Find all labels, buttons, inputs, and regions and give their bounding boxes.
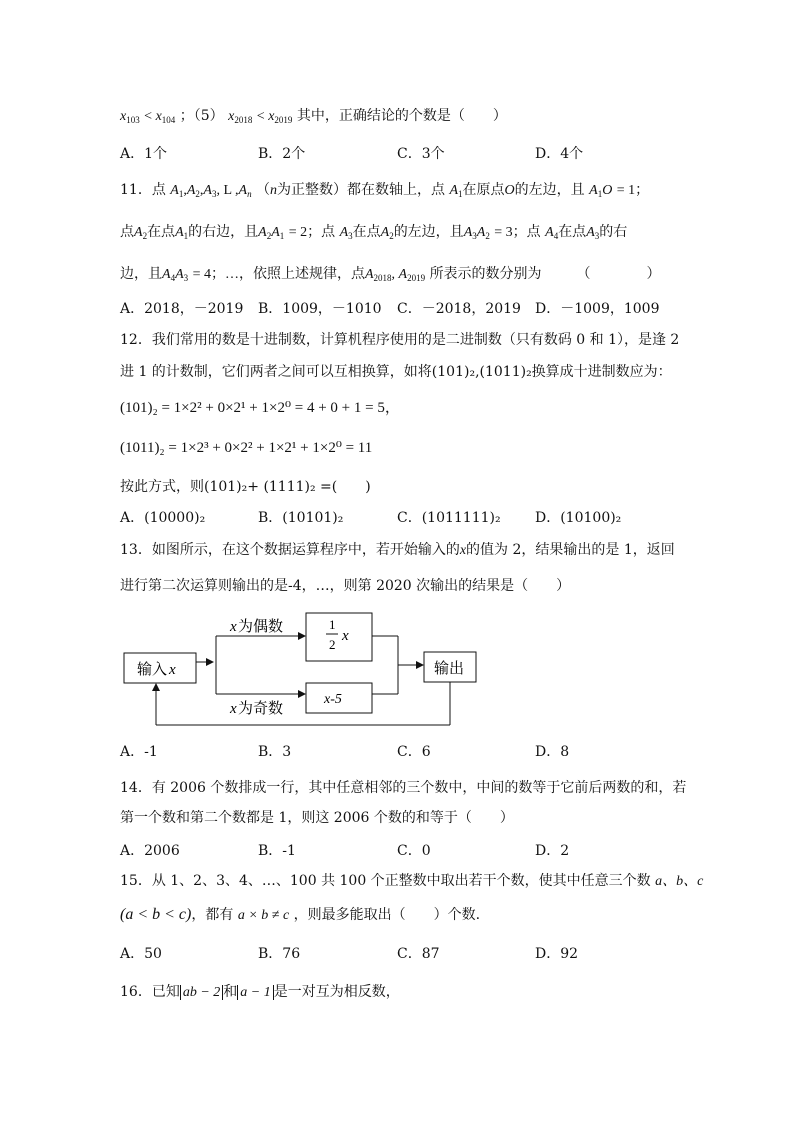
q16-abs-1: ab − 2 xyxy=(180,985,223,1000)
q10-x2018-sub: 2018 xyxy=(234,115,253,125)
q11-l2-c: 的右边，且 xyxy=(188,224,259,240)
q14-option-a[interactable]: A．2006 xyxy=(120,843,180,859)
q11-l2-f: 的左边，且 xyxy=(393,224,464,240)
odd-label: 为奇数 xyxy=(238,699,284,717)
q12-option-b[interactable]: B．(10101)₂ xyxy=(258,510,344,526)
half-denominator: 2 xyxy=(329,637,336,652)
q16-text-a: 16．已知 xyxy=(120,984,180,1000)
q11-option-b[interactable]: B．1009，－1010 xyxy=(258,301,382,317)
q12-equation-2: (1011)₂ = 1×2³ + 0×2² + 1×2¹ + 1×2⁰ = 11 xyxy=(120,440,373,456)
even-var: x xyxy=(230,619,237,635)
q11-text-c: 为正整数）都在数轴上，点 xyxy=(277,182,446,198)
q10-option-b[interactable]: B．2个 xyxy=(258,146,306,162)
q10-x2019: x xyxy=(268,109,275,124)
q15-vars: a、b、c xyxy=(655,874,704,889)
q10-option-c[interactable]: C．3个 xyxy=(397,146,445,162)
output-label: 输出 xyxy=(434,659,465,677)
q11-text-f: = 1； xyxy=(616,183,650,198)
q15-option-d[interactable]: D．92 xyxy=(535,946,579,962)
even-label: 为偶数 xyxy=(238,617,284,635)
q15-option-a[interactable]: A．50 xyxy=(120,946,162,962)
q11-option-a[interactable]: A．2018，－2019 xyxy=(120,301,244,317)
q10-tail-line: $x_{103} < x_{104}$ ；（5） $x_{2018} < x_{2019}$ 其中，正确结论的个数是（ ） xyxy=(120,108,507,125)
q11-text-e: 的左边，且 xyxy=(514,182,585,198)
q15-expr: a × b ≠ c xyxy=(237,908,290,923)
q11-l2-a: 点 xyxy=(120,224,134,240)
q14-option-b[interactable]: B．-1 xyxy=(258,843,296,859)
q14-option-d[interactable]: D．2 xyxy=(535,843,570,859)
q10-question-end: 其中，正确结论的个数是（ ） xyxy=(296,108,507,124)
odd-var: x xyxy=(230,701,237,717)
q12-line-1: 12．我们常用的数是十进制数，计算机程序使用的是二进制数（只有数码 0 和 1），是逢 2 xyxy=(120,332,680,348)
q13-option-a[interactable]: A．-1 xyxy=(120,744,158,760)
q11-line-2: 点$A_2$在点$A_1$的右边，且$A_2A_1 = 2$；点 $A_3$在点$A_2$的左边，且$A_3A_2 = 3$；点 $A_4$在点$A_3$的右 xyxy=(120,224,628,241)
q10-x2019-sub: 2019 xyxy=(274,115,293,125)
q16-abs-2: a − 1 xyxy=(237,985,273,1000)
q11-l2-h: 在点 xyxy=(558,224,587,240)
q16-line-1 xyxy=(120,982,400,1003)
q11-line-1: 11．点 $A_1,A_2,A_3$, L $,A_n$ （n为正整数）都在数轴上，点 $A_1$在原点O的左边，且 $A_1O = 1$； xyxy=(120,182,650,199)
q16-text-c: 是一对互为相反数， xyxy=(273,984,400,1000)
q13-var-x: x xyxy=(459,543,467,558)
q15-text-c: ，则最多能取出（ ）个数. xyxy=(293,907,481,923)
q13-option-b[interactable]: B．3 xyxy=(258,744,292,760)
q12-option-d[interactable]: D．(10100)₂ xyxy=(535,510,622,526)
q11-l2-e: 在点 xyxy=(352,224,381,240)
q11-var-o: O xyxy=(504,183,515,198)
half-var: x xyxy=(342,628,349,644)
minus-expr: x-5 xyxy=(324,692,342,707)
q10-x104: x xyxy=(155,109,162,124)
q13-option-c[interactable]: C．6 xyxy=(397,744,431,760)
q15-option-c[interactable]: C．87 xyxy=(397,946,440,962)
q12-question: 按此方式，则(101)₂+ (1111)₂ =( ) xyxy=(120,479,371,495)
q10-x2018: x xyxy=(228,109,235,124)
q15-text-a: 15．从 1、2、3、4、…、100 共 100 个正整数中取出若干个数，使其中任意三个数 xyxy=(120,873,651,889)
q13-line-1 xyxy=(120,540,675,561)
q11-l3-b: = 4；…，依照上述规律，点 xyxy=(192,267,365,282)
q11-l3-a: 边，且 xyxy=(120,266,162,282)
q11-option-d[interactable]: D．－1009，1009 xyxy=(535,301,660,317)
q10-x103-sub: 103 xyxy=(126,115,140,125)
q11-l2-d: = 2；点 xyxy=(288,225,336,240)
q15-line-1 xyxy=(120,871,703,892)
q13-option-d[interactable]: D．8 xyxy=(535,744,570,760)
q11-var-n: n xyxy=(270,183,278,198)
q16-text-b: 和 xyxy=(223,984,238,1000)
q13-line-2: 进行第二次运算则输出的是-4，…，则第 2020 次输出的结果是（ ） xyxy=(120,578,571,594)
q10-tail-sep: ；（5） xyxy=(179,108,224,124)
q10-x104-sub: 104 xyxy=(161,115,176,125)
q13-text-b: 的值为 2，结果输出的是 1，返回 xyxy=(466,542,675,558)
q11-l3-c: 所表示的数分别为 （ ） xyxy=(429,266,661,282)
q10-x103: x xyxy=(120,109,127,124)
q10-option-d[interactable]: D．4个 xyxy=(535,146,584,162)
q15-text-b: ，都有 xyxy=(191,907,234,923)
q14-line-1: 14．有 2006 个数排成一行，其中任意相邻的三个数中，中间的数等于它前后两数的和，若 xyxy=(120,780,687,796)
q11-l2-g: = 3；点 xyxy=(494,225,541,240)
q11-line-3: 边，且$A_4A_3 = 4$；…，依照上述规律，点$A_{2018}$, $A_{2019}$ 所表示的数分别为 （ ） xyxy=(120,266,661,283)
q13-flowchart xyxy=(110,605,510,735)
q11-option-c[interactable]: C．－2018，2019 xyxy=(397,301,521,317)
q12-line-2: 进 1 的计数制，它们两者之间可以互相换算，如将(101)₂,(1011)₂换算成十进制数应为： xyxy=(120,364,672,380)
input-var: x xyxy=(169,662,176,678)
half-box xyxy=(306,613,372,661)
q11-l2-i: 的右 xyxy=(599,224,628,240)
q12-option-a[interactable]: A．(10000)₂ xyxy=(120,510,206,526)
q11-text-a: 11．点 xyxy=(120,182,166,198)
q11-text-d: 在原点 xyxy=(462,182,505,198)
q11-text-b: （ xyxy=(256,182,271,198)
half-numerator: 1 xyxy=(329,617,336,632)
input-label: 输入 xyxy=(137,660,168,678)
q12-equation-1: (101)₂ = 1×2² + 0×2¹ + 1×2⁰ = 4 + 0 + 1 = 5， xyxy=(120,400,400,416)
q10-option-a[interactable]: A．1个 xyxy=(120,146,168,162)
q14-option-c[interactable]: C．0 xyxy=(397,843,431,859)
q14-line-2: 第一个数和第二个数都是 1，则这 2006 个数的和等于（ ） xyxy=(120,810,514,826)
q12-option-c[interactable]: C．(1011111)₂ xyxy=(397,510,501,526)
q13-text-a: 13．如图所示，在这个数据运算程序中，若开始输入的 xyxy=(120,542,460,558)
q11-l2-b: 在点 xyxy=(147,224,176,240)
q15-condition: (a < b < c) xyxy=(120,906,192,923)
q15-option-b[interactable]: B．76 xyxy=(258,946,301,962)
q15-line-2 xyxy=(120,905,480,926)
